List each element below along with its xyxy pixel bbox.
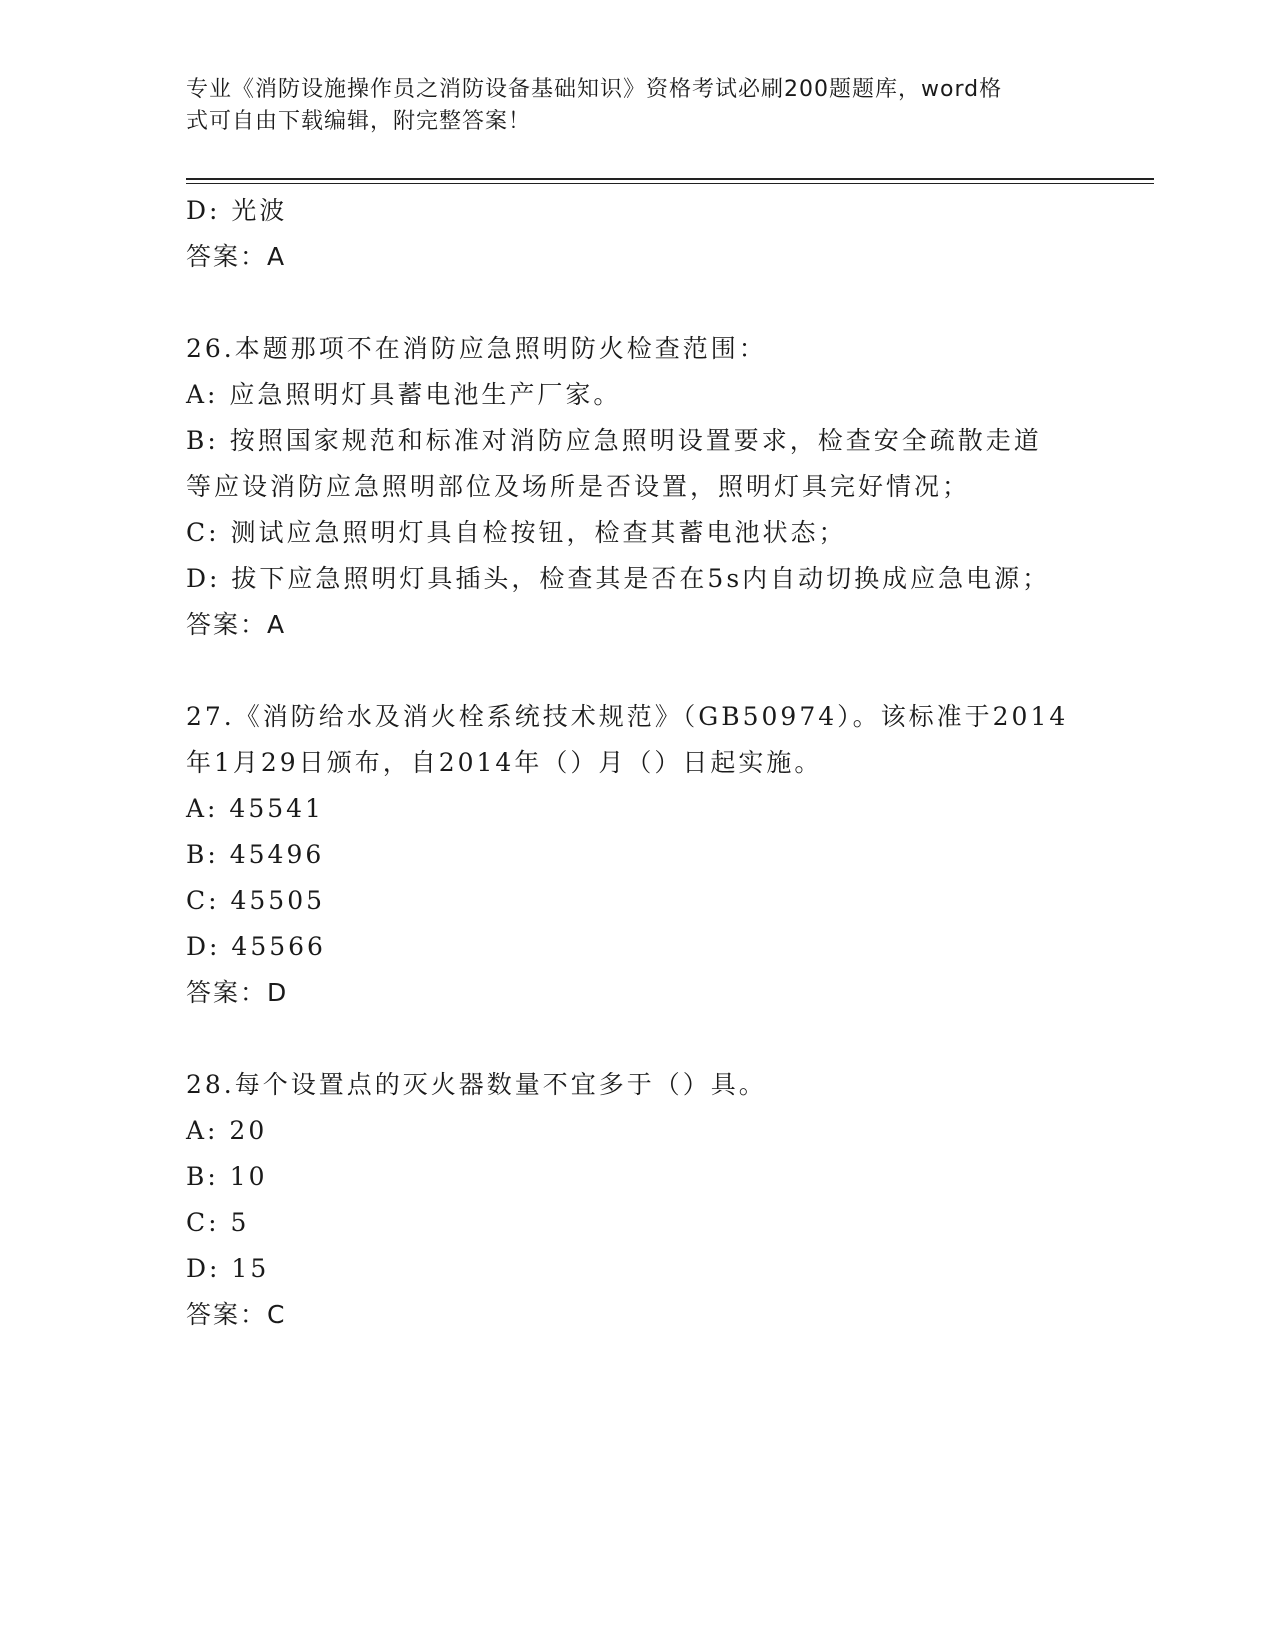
option-c: C: 5	[186, 1208, 250, 1237]
answer-line: 答案：C	[186, 1300, 287, 1329]
answer-line: 答案：A	[186, 242, 287, 271]
option-a: A: 45541	[186, 794, 324, 823]
option-d: D: 拔下应急照明灯具插头，检查其是否在5s内自动切换成应急电源；	[186, 564, 1051, 593]
option-d: D: 15	[186, 1254, 270, 1283]
answer-line: 答案：D	[186, 978, 289, 1007]
question-text: 28.每个设置点的灭火器数量不宜多于（）具。	[186, 1070, 767, 1099]
question-text-line1: 27.《消防给水及消火栓系统技术规范》（GB50974）。该标准于2014	[186, 702, 1069, 731]
question-27	[186, 694, 1086, 1016]
option-d: D: 45566	[186, 932, 326, 961]
option-a: A: 应急照明灯具蓄电池生产厂家。	[186, 380, 622, 409]
question-28	[186, 1062, 1086, 1338]
option-c: C: 测试应急照明灯具自检按钮，检查其蓄电池状态；	[186, 518, 847, 547]
header-divider-thick	[186, 178, 1154, 180]
option-d: D: 光波	[186, 196, 288, 225]
option-b: B: 10	[186, 1162, 268, 1191]
spacer	[186, 1016, 1086, 1062]
option-b-line2: 等应设消防应急照明部位及场所是否设置，照明灯具完好情况；	[186, 472, 971, 501]
prev-question-tail	[186, 188, 1086, 280]
answer-line: 答案：A	[186, 610, 287, 639]
header-title-line2: 式可自由下载编辑，附完整答案！	[186, 109, 532, 134]
option-b-line1: B: 按照国家规范和标准对消防应急照明设置要求，检查安全疏散走道	[186, 426, 1042, 455]
header-title-line1: 专业《消防设施操作员之消防设备基础知识》资格考试必刷200题题库，word格	[186, 77, 1003, 102]
option-b: B: 45496	[186, 840, 325, 869]
header-divider-thin	[186, 183, 1154, 184]
page-header	[186, 74, 1076, 138]
option-a: A: 20	[186, 1116, 268, 1145]
spacer	[186, 648, 1086, 694]
option-c: C: 45505	[186, 886, 326, 915]
document-body	[186, 188, 1086, 1338]
question-26	[186, 326, 1086, 648]
question-text-line2: 年1月29日颁布，自2014年（）月（）日起实施。	[186, 748, 823, 777]
question-text: 26.本题那项不在消防应急照明防火检查范围：	[186, 334, 767, 363]
spacer	[186, 280, 1086, 326]
